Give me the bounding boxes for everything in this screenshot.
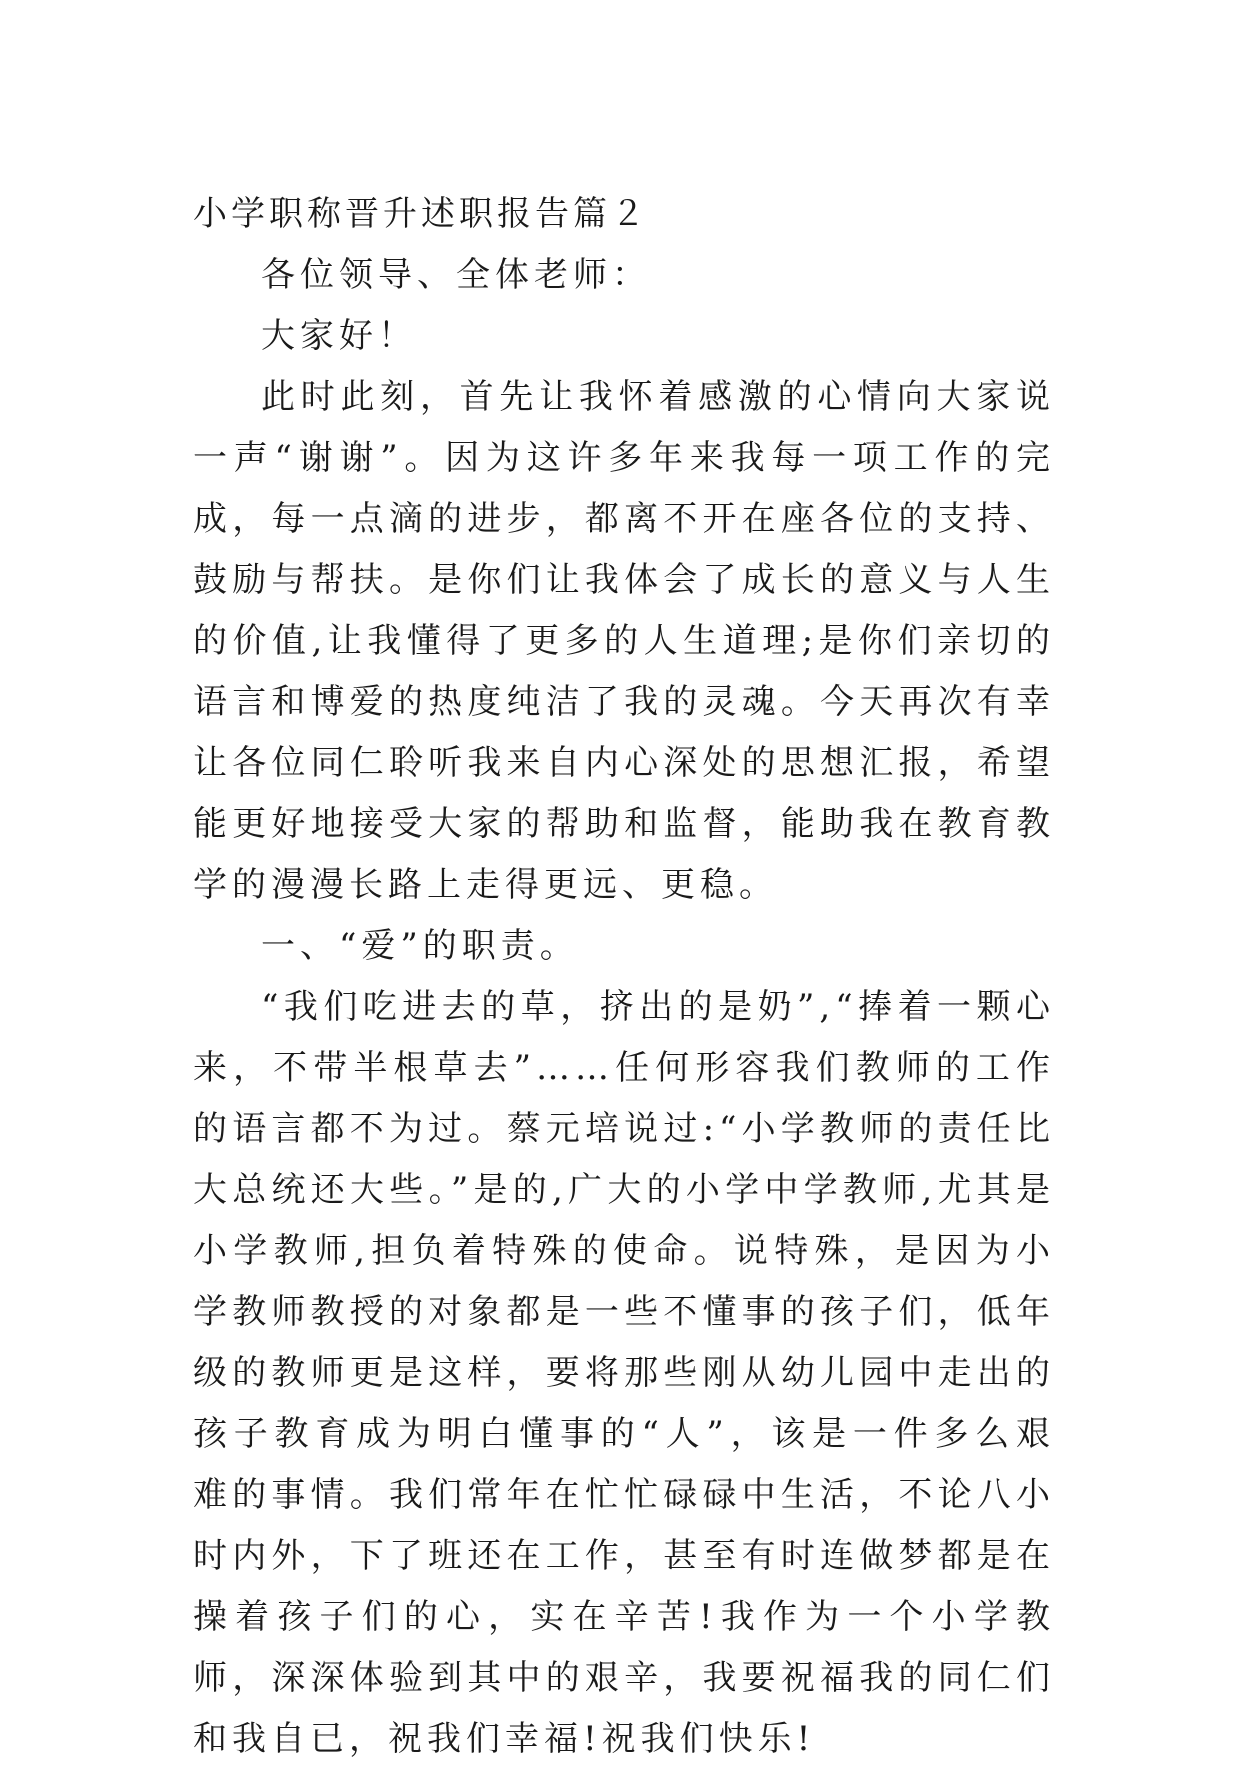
duty-paragraph: “我们吃进去的草，挤出的是奶”,“捧着一颗心来，不带半根草去”……任何形容我们教师的工作的语言都不为过。蔡元培说过:“小学教师的责任比大总统还大些。”是的,广大的小学中学教师,尤其是小学教师,担负着特殊的使命。说特殊，是因为小学教师教授的对象都是一些不懂事的孩子们，低年级的教师更是这样，要将那些刚从幼儿园中走出的孩子教育成为明白懂事的“人”，该是一件多么艰难的事情。我们常年在忙忙碌碌中生活，不论八小时内外，下了班还在工作，甚至有时连做梦都是在操着孩子们的心，实在辛苦!我作为一个小学教师，深深体验到其中的艰辛，我要祝福我的同仁们和我自已，祝我们幸福!祝我们快乐!: [193, 987, 1055, 1759]
section-heading: 一、“爱”的职责。: [261, 926, 579, 966]
gratitude-paragraph: 此时此刻，首先让我怀着感激的心情向大家说一声“谢谢”。因为这许多年来我每一项工作的完成，每一点滴的进步，都离不开在座各位的支持、鼓励与帮扶。是你们让我体会了成长的意义与人生的价值,让我懂得了更多的人生道理;是你们亲切的语言和博爱的热度纯洁了我的灵魂。今天再次有幸让各位同仁聆听我来自内心深处的思想汇报，希望能更好地接受大家的帮助和监督，能助我在教育教学的漫漫长路上走得更远、更稳。: [193, 377, 1055, 905]
document-body: [193, 184, 1055, 1770]
document-title: 小学职称晋升述职报告篇２: [193, 194, 649, 234]
greeting-paragraph: 各位领导、全体老师：: [261, 255, 651, 295]
hello-paragraph: 大家好！: [261, 316, 417, 356]
